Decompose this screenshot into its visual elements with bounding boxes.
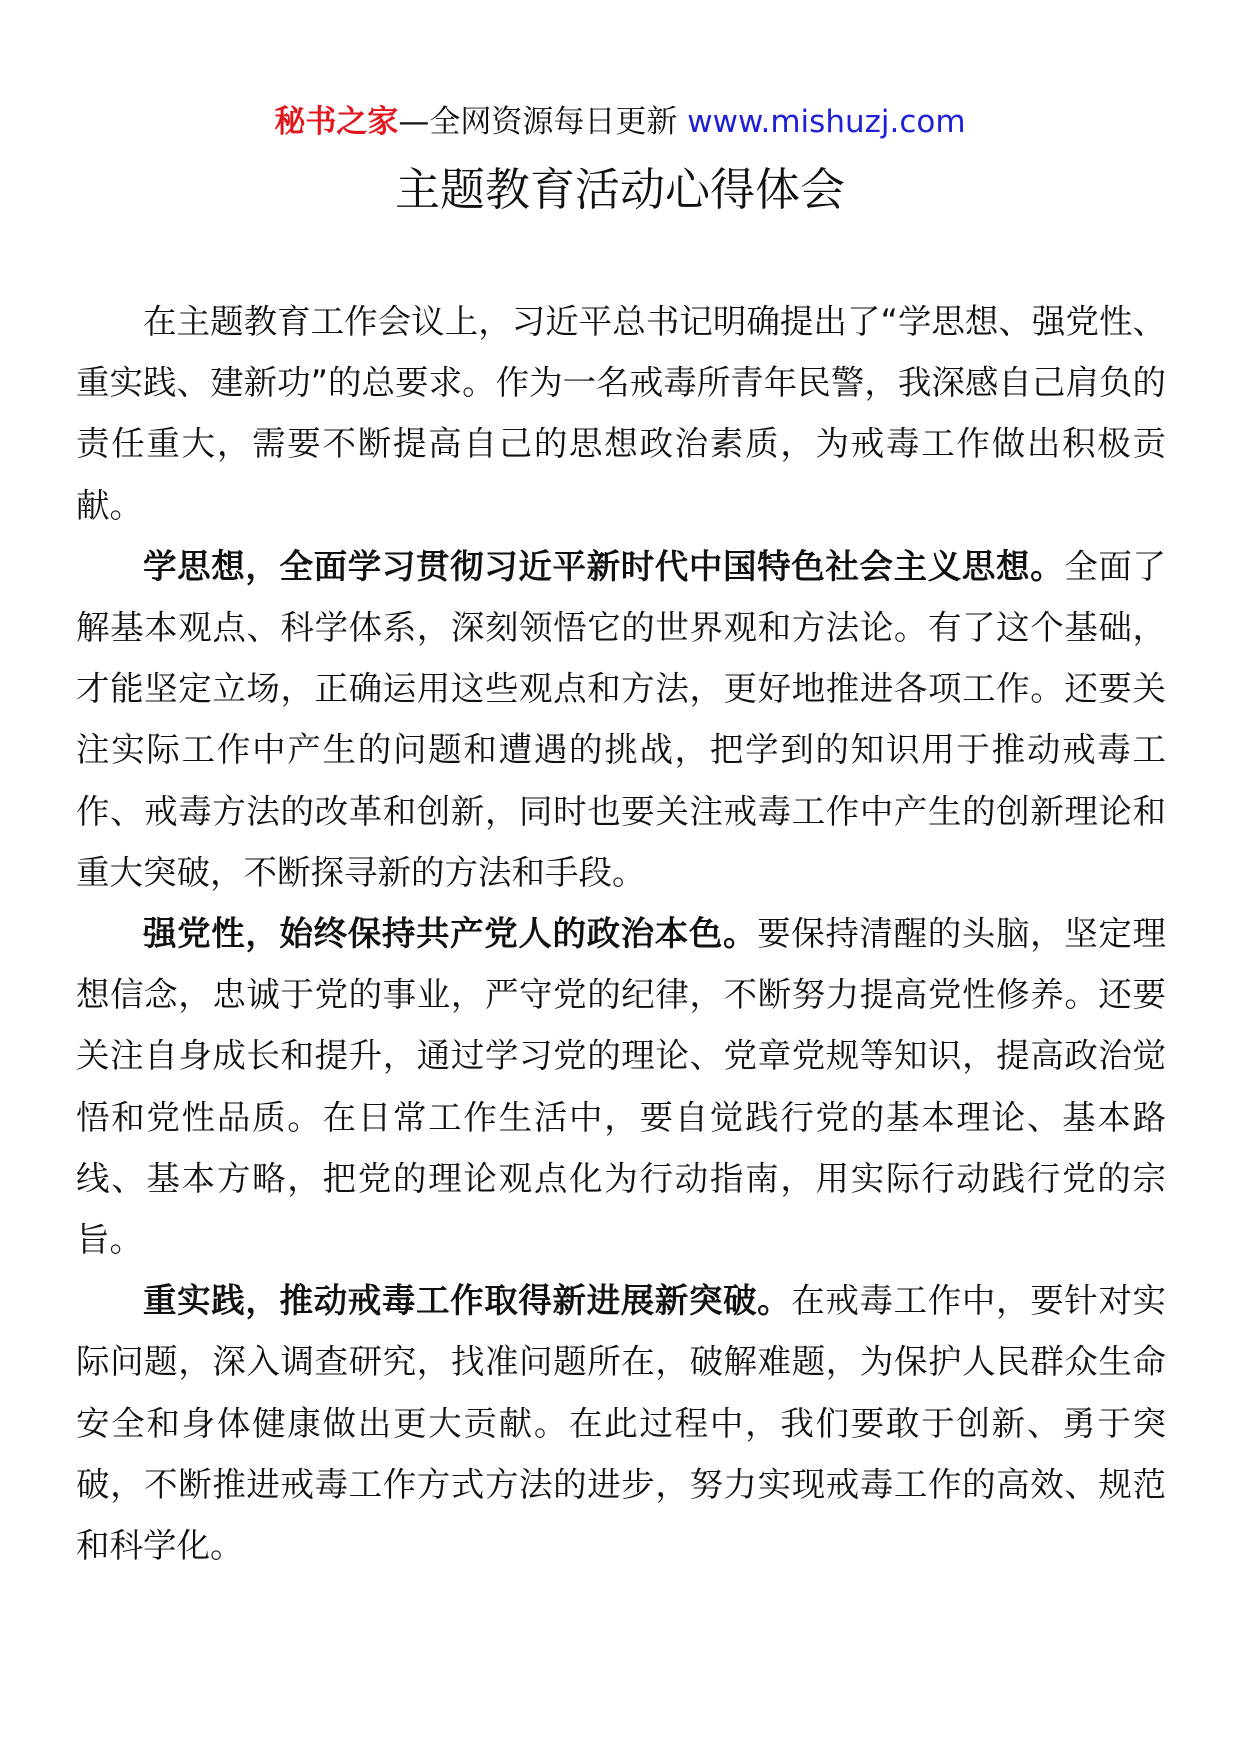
paragraph-party-spirit: [76, 903, 1166, 1270]
document-body: [76, 291, 1166, 1576]
site-tagline: —全网资源每日更新: [398, 104, 688, 140]
paragraph-text: 在戒毒工作中，要针对实际问题，深入调查研究，找准问题所在，破解难题，为保护人民群众生命安全和身体健康做出更大贡献。在此过程中，我们要敢于创新、勇于突破，不断推进戒毒工作方式方法的进步，努力实现戒毒工作的高效、规范和科学化。: [76, 1281, 1167, 1566]
paragraph-text: 在主题教育工作会议上，习近平总书记明确提出了“学思想、强党性、重实践、建新功”的总要求。作为一名戒毒所青年民警，我深感自己肩负的责任重大，需要不断提高自己的思想政治素质，为戒毒工作做出积极贡献。: [76, 302, 1166, 525]
paragraph-text: 全面了解基本观点、科学体系，深刻领悟它的世界观和方法论。有了这个基础，才能坚定立场，正确运用这些观点和方法，更好地推进各项工作。还要关注实际工作中产生的问题和遭遇的挑战，把学到的知识用于推动戒毒工作、戒毒方法的改革和创新，同时也要关注戒毒工作中产生的创新理论和重大突破，不断探寻新的方法和手段。: [76, 546, 1167, 892]
document-title: 主题教育活动心得体会: [394, 163, 845, 216]
paragraph-lead: 强党性，始终保持共产党人的政治本色。: [143, 914, 758, 954]
paragraph-lead: 学思想，全面学习贯彻习近平新时代中国特色社会主义思想。: [143, 546, 1065, 586]
paragraph-text: 要保持清醒的头脑，坚定理想信念，忠诚于党的事业，严守党的纪律，不断努力提高党性修养。还要关注自身成长和提升，通过学习党的理论、党章党规等知识，提高政治觉悟和党性品质。在日常工作生活中，要自觉践行党的基本理论、基本路线、基本方略，把党的理论观点化为行动指南，用实际行动践行党的宗旨。: [76, 914, 1166, 1260]
paragraph-lead: 重实践，推动戒毒工作取得新进展新突破。: [143, 1281, 792, 1321]
brand-name: 秘书之家: [274, 104, 399, 140]
site-url-link[interactable]: www.mishuzj.com: [687, 104, 966, 140]
site-header: [0, 100, 1240, 144]
paragraph-study-thought: [76, 536, 1166, 903]
paragraph-practice: [76, 1270, 1166, 1576]
paragraph-intro: [76, 291, 1166, 536]
